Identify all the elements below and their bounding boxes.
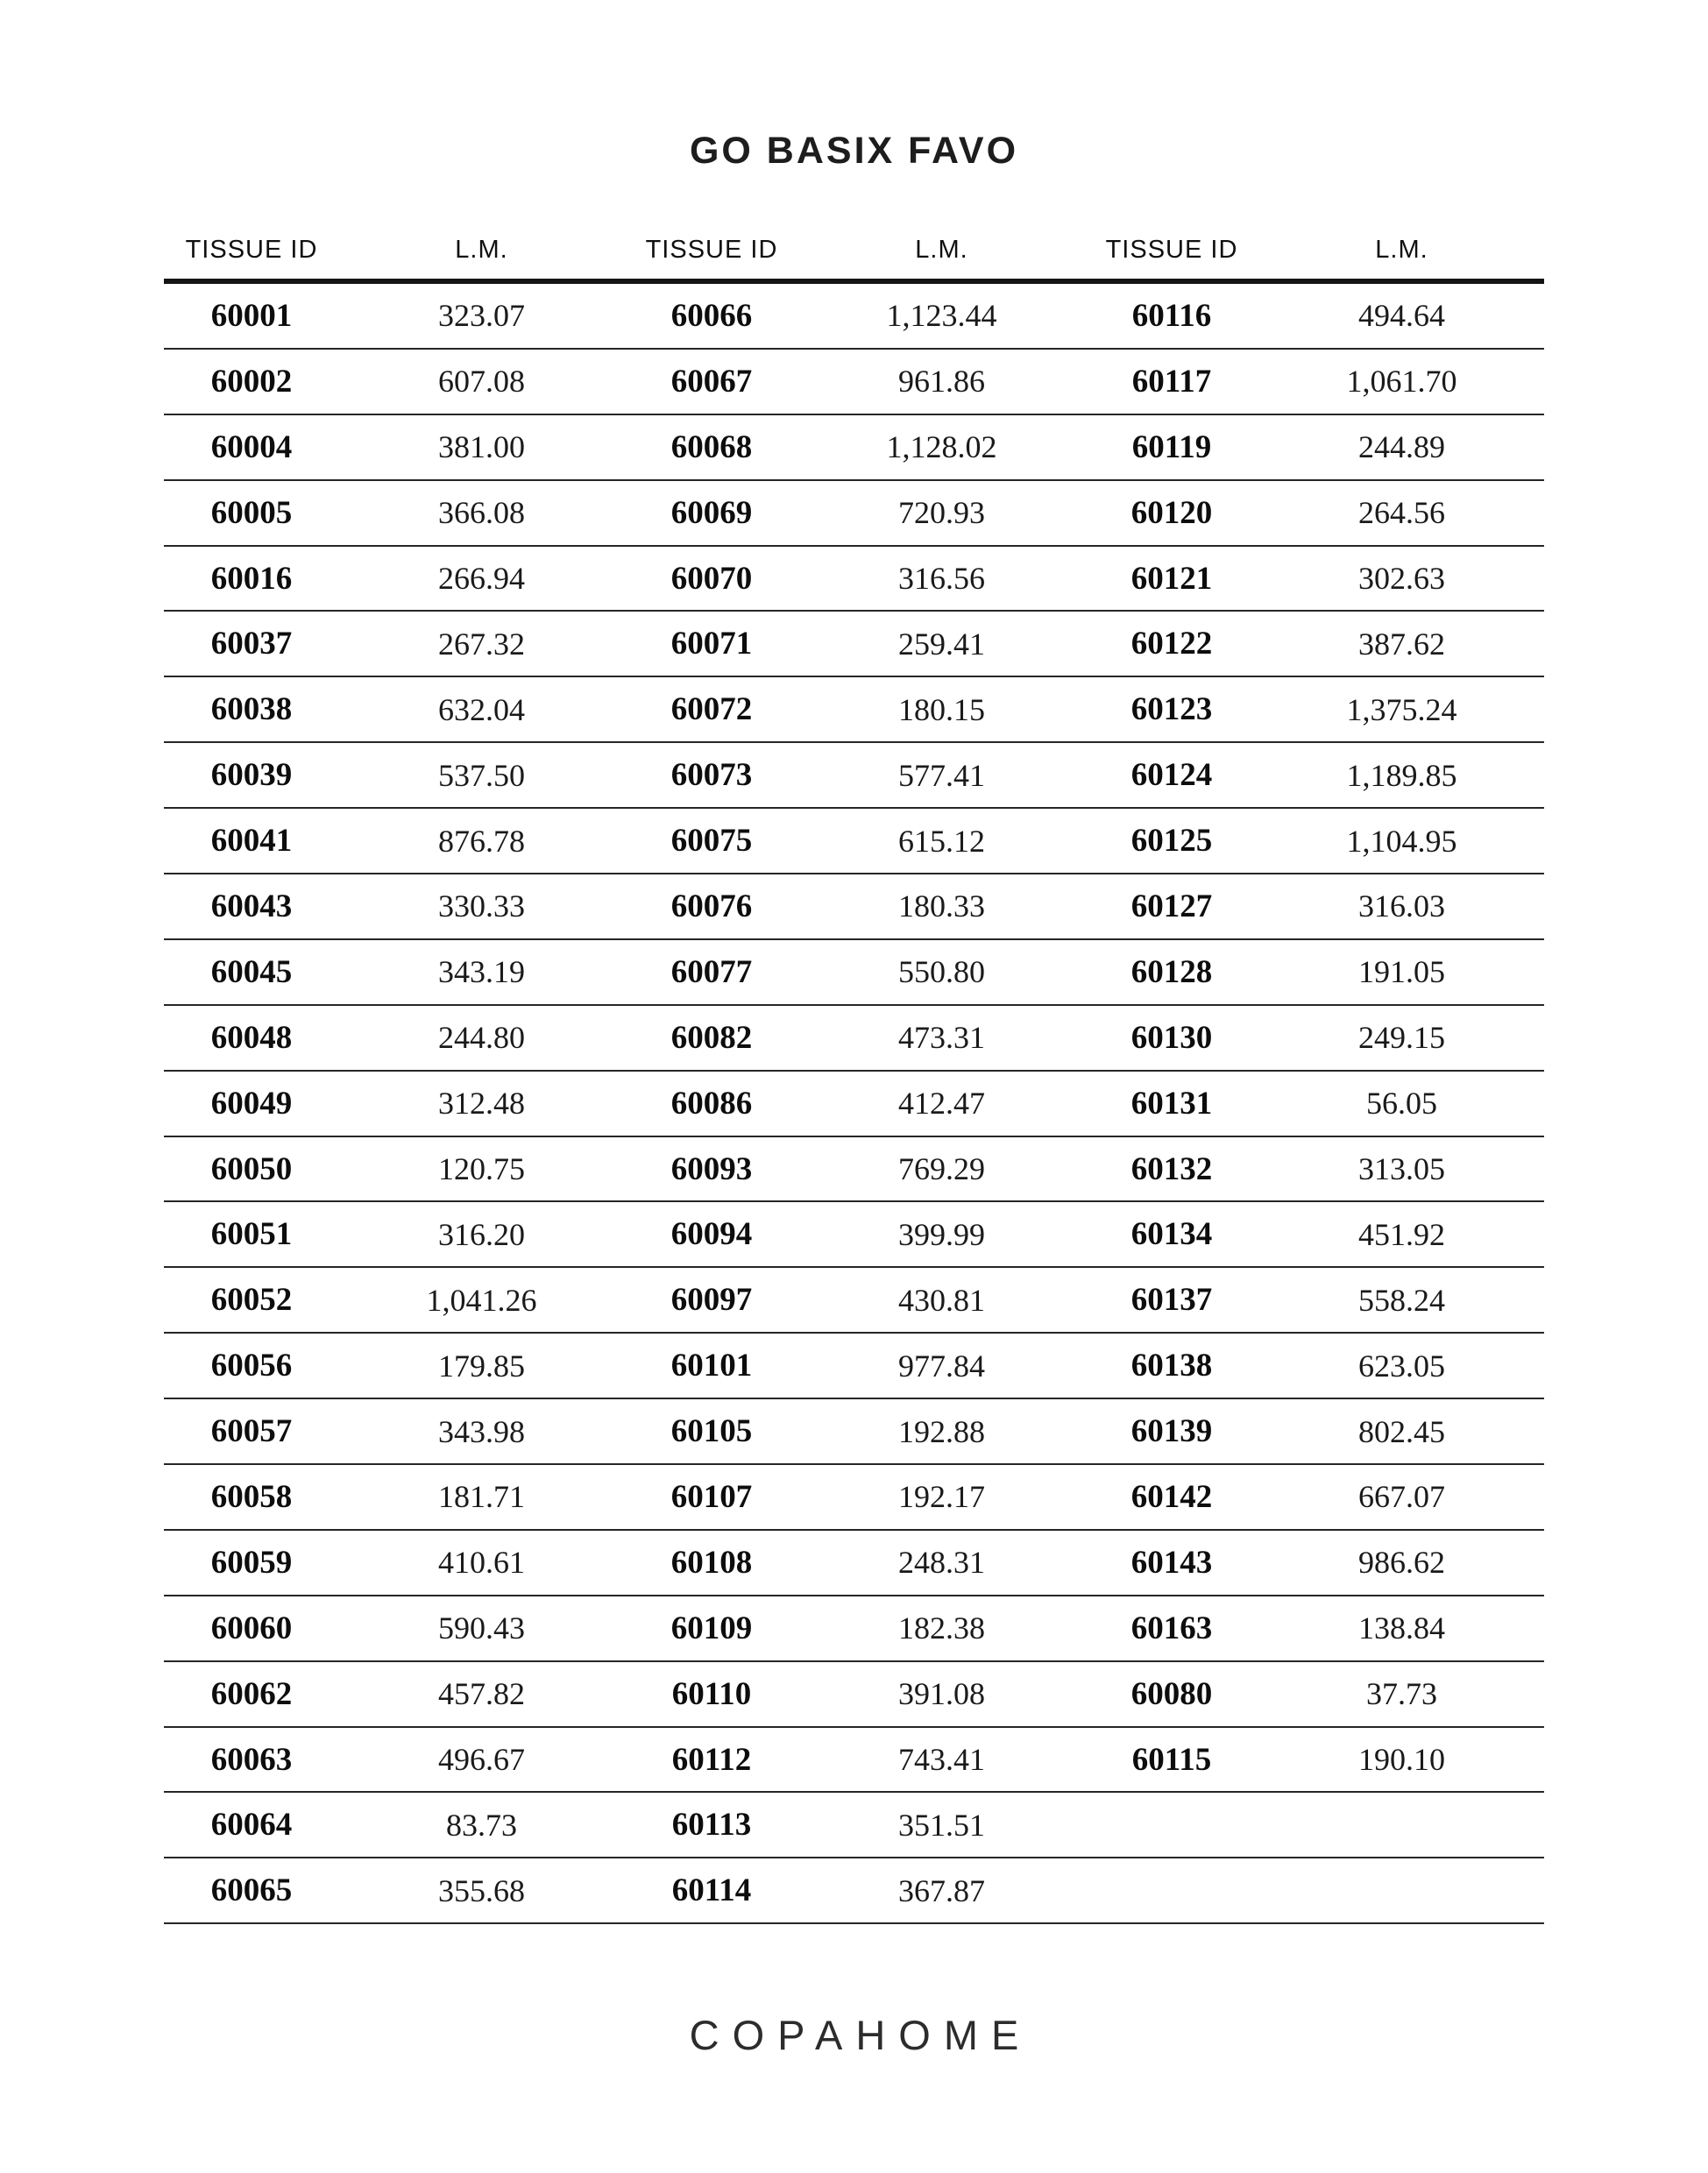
tissue-id-cell: 60069 (670, 494, 753, 531)
lm-header: L.M. (455, 235, 508, 264)
brand-footer: COPAHOME (689, 2012, 1032, 2058)
table-row (164, 1465, 1544, 1531)
tissue-id-cell: 60070 (670, 560, 753, 597)
lm-value-cell: 590.43 (438, 1610, 525, 1646)
tissue-id-header: TISSUE ID (1105, 235, 1238, 264)
tissue-id-cell: 60132 (1130, 1150, 1213, 1187)
tissue-id-cell: 60048 (210, 1019, 293, 1056)
lm-value-cell: 366.08 (438, 495, 525, 531)
tissue-id-cell: 60119 (1131, 428, 1212, 465)
tissue-id-cell: 60038 (210, 691, 293, 728)
lm-value-cell: 667.07 (1358, 1479, 1445, 1515)
lm-value-cell: 56.05 (1366, 1086, 1437, 1122)
lm-value-cell: 387.62 (1358, 626, 1445, 662)
lm-value-cell: 457.82 (438, 1676, 525, 1712)
table-row (164, 1137, 1544, 1203)
lm-value-cell: 264.56 (1358, 495, 1445, 531)
tissue-id-cell: 60086 (670, 1085, 753, 1122)
lm-value-cell: 192.88 (898, 1413, 985, 1449)
lm-value-cell: 473.31 (898, 1020, 985, 1056)
lm-value-cell: 977.84 (898, 1348, 985, 1384)
lm-header: L.M. (1375, 235, 1428, 264)
price-table (164, 221, 1544, 1924)
lm-value-cell: 351.51 (898, 1807, 985, 1843)
lm-value-cell: 632.04 (438, 691, 525, 727)
tissue-id-cell: 60131 (1130, 1085, 1213, 1122)
lm-value-cell: 623.05 (1358, 1348, 1445, 1384)
lm-value-cell: 494.64 (1358, 298, 1445, 334)
tissue-id-cell: 60101 (670, 1348, 753, 1384)
table-header-row (164, 221, 1544, 284)
tissue-id-cell: 60002 (210, 363, 293, 400)
tissue-id-cell: 60082 (670, 1019, 753, 1056)
tissue-id-header: TISSUE ID (185, 235, 318, 264)
tissue-id-cell: 60071 (670, 626, 753, 662)
lm-value-cell: 266.94 (438, 561, 525, 596)
table-row (164, 874, 1544, 940)
lm-value-cell: 316.56 (898, 561, 985, 596)
lm-value-cell: 412.47 (898, 1086, 985, 1122)
table-body (164, 284, 1544, 1924)
tissue-id-cell: 60113 (671, 1807, 752, 1844)
table-row (164, 1334, 1544, 1399)
table-row (164, 1072, 1544, 1137)
lm-value-cell: 1,104.95 (1346, 823, 1457, 859)
tissue-id-cell: 60065 (210, 1872, 293, 1909)
lm-value-cell: 769.29 (898, 1151, 985, 1187)
table-row (164, 481, 1544, 547)
tissue-id-cell: 60112 (671, 1741, 752, 1778)
tissue-id-cell: 60059 (210, 1544, 293, 1581)
lm-value-cell: 180.15 (898, 691, 985, 727)
lm-value-cell: 876.78 (438, 823, 525, 859)
lm-value-cell: 1,375.24 (1346, 691, 1457, 727)
tissue-id-cell: 60004 (210, 428, 293, 465)
table-row (164, 284, 1544, 350)
lm-value-cell: 37.73 (1366, 1676, 1437, 1712)
tissue-id-cell: 60128 (1130, 953, 1213, 990)
table-row (164, 743, 1544, 809)
lm-value-cell: 720.93 (898, 495, 985, 531)
lm-value-cell: 190.10 (1358, 1742, 1445, 1778)
table-row (164, 1662, 1544, 1728)
lm-header: L.M. (915, 235, 968, 264)
lm-value-cell: 802.45 (1358, 1413, 1445, 1449)
tissue-id-cell: 60097 (670, 1282, 753, 1319)
lm-value-cell: 537.50 (438, 757, 525, 793)
lm-value-cell: 244.89 (1358, 429, 1445, 465)
lm-value-cell: 192.17 (898, 1479, 985, 1515)
lm-value-cell: 558.24 (1358, 1282, 1445, 1318)
tissue-id-cell: 60142 (1130, 1478, 1213, 1515)
lm-value-cell: 179.85 (438, 1348, 525, 1384)
tissue-id-cell: 60110 (671, 1675, 752, 1712)
lm-value-cell: 615.12 (898, 823, 985, 859)
tissue-id-cell: 60068 (670, 428, 753, 465)
tissue-id-cell: 60075 (670, 823, 753, 860)
tissue-id-cell: 60056 (210, 1348, 293, 1384)
tissue-id-cell: 60076 (670, 888, 753, 924)
tissue-id-cell: 60108 (670, 1544, 753, 1581)
tissue-id-cell: 60117 (1131, 363, 1212, 400)
table-row (164, 677, 1544, 743)
tissue-id-cell: 60123 (1130, 691, 1213, 728)
tissue-id-cell: 60120 (1130, 494, 1213, 531)
tissue-id-cell: 60125 (1130, 823, 1213, 860)
table-row (164, 350, 1544, 415)
tissue-id-cell: 60062 (210, 1675, 293, 1712)
table-row (164, 1202, 1544, 1268)
lm-value-cell: 1,128.02 (886, 429, 997, 465)
lm-value-cell: 986.62 (1358, 1545, 1445, 1581)
lm-value-cell: 343.98 (438, 1413, 525, 1449)
lm-value-cell: 1,041.26 (426, 1282, 537, 1318)
tissue-id-cell: 60115 (1131, 1741, 1212, 1778)
tissue-id-cell: 60130 (1130, 1019, 1213, 1056)
tissue-id-cell: 60050 (210, 1150, 293, 1187)
tissue-id-cell: 60001 (210, 297, 293, 334)
tissue-id-cell: 60016 (210, 560, 293, 597)
tissue-id-cell: 60138 (1130, 1348, 1213, 1384)
tissue-id-cell: 60109 (670, 1610, 753, 1646)
tissue-id-cell: 60005 (210, 494, 293, 531)
lm-value-cell: 267.32 (438, 626, 525, 662)
tissue-id-cell: 60121 (1130, 560, 1213, 597)
lm-value-cell: 312.48 (438, 1086, 525, 1122)
lm-value-cell: 316.03 (1358, 888, 1445, 924)
lm-value-cell: 430.81 (898, 1282, 985, 1318)
tissue-id-cell: 60073 (670, 757, 753, 794)
lm-value-cell: 180.33 (898, 888, 985, 924)
lm-value-cell: 550.80 (898, 954, 985, 990)
lm-value-cell: 367.87 (898, 1872, 985, 1908)
tissue-id-header: TISSUE ID (645, 235, 778, 264)
lm-value-cell: 381.00 (438, 429, 525, 465)
lm-value-cell: 577.41 (898, 757, 985, 793)
lm-value-cell: 323.07 (438, 298, 525, 334)
tissue-id-cell: 60107 (670, 1478, 753, 1515)
lm-value-cell: 83.73 (446, 1807, 517, 1843)
tissue-id-cell: 60057 (210, 1413, 293, 1450)
table-row (164, 1596, 1544, 1662)
lm-value-cell: 138.84 (1358, 1610, 1445, 1646)
tissue-id-cell: 60080 (1130, 1675, 1213, 1712)
lm-value-cell: 244.80 (438, 1020, 525, 1056)
tissue-id-cell: 60134 (1130, 1216, 1213, 1253)
tissue-id-cell: 60037 (210, 626, 293, 662)
tissue-id-cell: 60067 (670, 363, 753, 400)
lm-value-cell: 496.67 (438, 1742, 525, 1778)
tissue-id-cell: 60137 (1130, 1282, 1213, 1319)
lm-value-cell: 182.38 (898, 1610, 985, 1646)
tissue-id-cell: 60116 (1131, 297, 1212, 334)
lm-value-cell: 181.71 (438, 1479, 525, 1515)
table-row (164, 940, 1544, 1006)
lm-value-cell: 1,123.44 (886, 298, 997, 334)
lm-value-cell: 302.63 (1358, 561, 1445, 596)
tissue-id-cell: 60066 (670, 297, 753, 334)
lm-value-cell: 313.05 (1358, 1151, 1445, 1187)
tissue-id-cell: 60105 (670, 1413, 753, 1450)
tissue-id-cell: 60060 (210, 1610, 293, 1646)
tissue-id-cell: 60041 (210, 823, 293, 860)
table-row (164, 1728, 1544, 1794)
lm-value-cell: 399.99 (898, 1216, 985, 1252)
lm-value-cell: 607.08 (438, 364, 525, 400)
tissue-id-cell: 60143 (1130, 1544, 1213, 1581)
tissue-id-cell: 60049 (210, 1085, 293, 1122)
lm-value-cell: 961.86 (898, 364, 985, 400)
lm-value-cell: 391.08 (898, 1676, 985, 1712)
tissue-id-cell: 60114 (671, 1872, 752, 1909)
tissue-id-cell: 60163 (1130, 1610, 1213, 1646)
table-row (164, 612, 1544, 677)
tissue-id-cell: 60063 (210, 1741, 293, 1778)
table-row (164, 1268, 1544, 1334)
lm-value-cell: 1,061.70 (1346, 364, 1457, 400)
tissue-id-cell: 60051 (210, 1216, 293, 1253)
table-row (164, 809, 1544, 874)
tissue-id-cell: 60052 (210, 1282, 293, 1319)
lm-value-cell: 451.92 (1358, 1216, 1445, 1252)
tissue-id-cell: 60072 (670, 691, 753, 728)
lm-value-cell: 355.68 (438, 1872, 525, 1908)
table-row (164, 547, 1544, 612)
lm-value-cell: 316.20 (438, 1216, 525, 1252)
table-row (164, 415, 1544, 481)
tissue-id-cell: 60039 (210, 757, 293, 794)
tissue-id-cell: 60124 (1130, 757, 1213, 794)
lm-value-cell: 410.61 (438, 1545, 525, 1581)
lm-value-cell: 259.41 (898, 626, 985, 662)
table-row (164, 1399, 1544, 1465)
table-row (164, 1858, 1544, 1924)
tissue-id-cell: 60077 (670, 953, 753, 990)
tissue-id-cell: 60045 (210, 953, 293, 990)
table-row (164, 1793, 1544, 1858)
tissue-id-cell: 60127 (1130, 888, 1213, 924)
page-title: GO BASIX FAVO (689, 130, 1019, 172)
lm-value-cell: 743.41 (898, 1742, 985, 1778)
lm-value-cell: 191.05 (1358, 954, 1445, 990)
tissue-id-cell: 60058 (210, 1478, 293, 1515)
lm-value-cell: 330.33 (438, 888, 525, 924)
tissue-id-cell: 60094 (670, 1216, 753, 1253)
table-row (164, 1006, 1544, 1072)
lm-value-cell: 343.19 (438, 954, 525, 990)
lm-value-cell: 249.15 (1358, 1020, 1445, 1056)
lm-value-cell: 248.31 (898, 1545, 985, 1581)
tissue-id-cell: 60093 (670, 1150, 753, 1187)
tissue-id-cell: 60139 (1130, 1413, 1213, 1450)
lm-value-cell: 1,189.85 (1346, 757, 1457, 793)
tissue-id-cell: 60122 (1130, 626, 1213, 662)
tissue-id-cell: 60043 (210, 888, 293, 924)
tissue-id-cell: 60064 (210, 1807, 293, 1844)
table-row (164, 1531, 1544, 1596)
lm-value-cell: 120.75 (438, 1151, 525, 1187)
